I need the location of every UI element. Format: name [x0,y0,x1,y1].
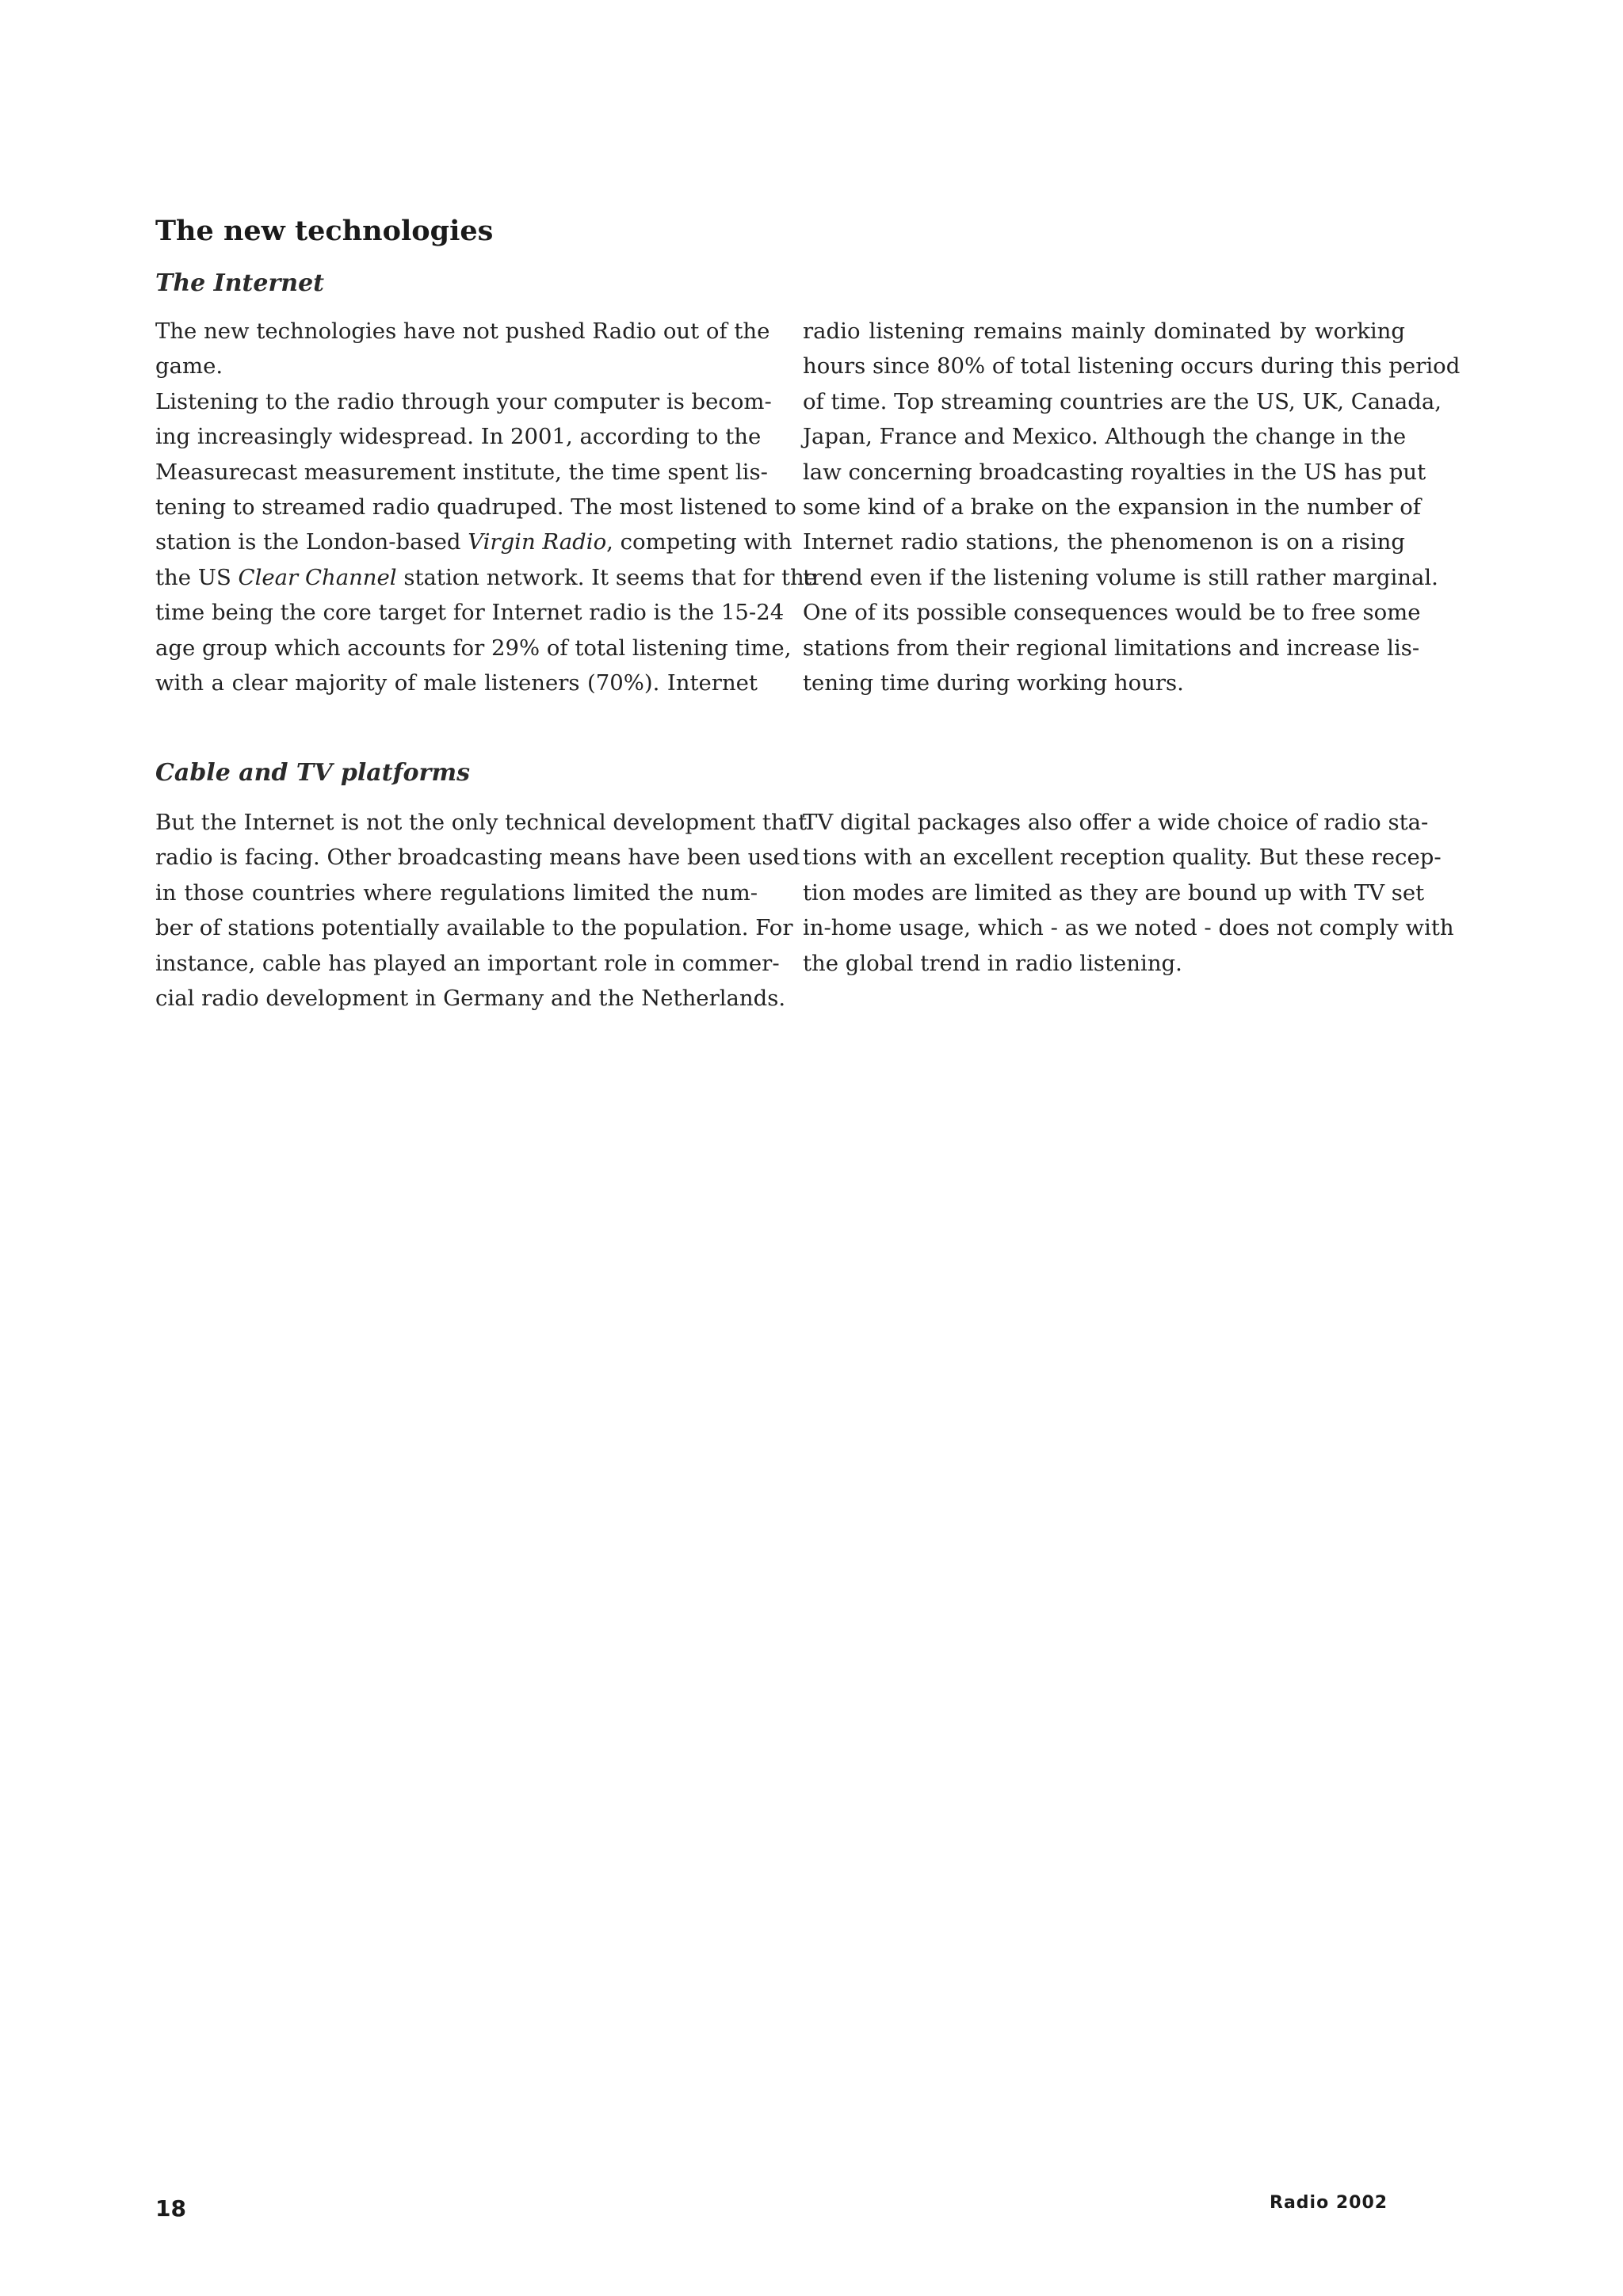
text-run: station is the London-based [155,529,468,555]
text-line: instance, cable has played an important role in commer- [155,950,780,976]
page-number: 18 [155,2195,186,2222]
text-line: Listening to the radio through your computer is becom- [155,388,772,414]
text-line: cial radio development in Germany and the Netherlands. [155,985,786,1011]
text-line: in those countries where regulations limited the num- [155,879,758,906]
text-line: law concerning broadcasting royalties in the US has put [803,459,1426,485]
text-line: radio listening remains mainly dominated by working [803,318,1405,344]
cable-heading: Cable and TV platforms [155,759,470,787]
text-line: of time. Top streaming countries are the US, UK, Canada, [803,388,1442,414]
text-line: ber of stations potentially available to the population. For [155,915,793,941]
text-run: station network. It seems that for the [396,564,818,590]
text-line: time being the core target for Internet radio is the 15-24 [155,600,785,626]
cable-right-column [803,805,1454,981]
text-line: the global trend in radio listening. [803,950,1182,976]
text-line: tion modes are limited as they are bound up with TV set [803,879,1425,906]
text-line: tening to streamed radio quadruped. The most listened to [155,494,796,520]
text-line [155,560,818,595]
text-run: the US [155,564,239,590]
italic-name: Clear Channel [238,564,397,590]
internet-right-column [803,314,1461,700]
internet-left-column [155,314,818,700]
text-line: tening time during working hours. [803,669,1184,696]
text-line: ing increasingly widespread. In 2001, according to the [155,424,762,450]
internet-heading: The Internet [155,269,325,297]
text-line: in-home usage, which - as we noted - does not comply with [803,915,1454,941]
text-line: Measurecast measurement institute, the time spent lis- [155,459,768,485]
publication-title: Radio 2002 [1270,2193,1388,2213]
section-title: The new technologies [155,215,494,247]
text-line: The new technologies have not pushed Radio out of the [155,318,770,344]
text-line: stations from their regional limitations and increase lis- [803,635,1420,661]
text-line: Internet radio stations, the phenomenon is on a rising [803,529,1405,555]
text-run: , competing with [606,529,792,555]
text-line [155,524,792,559]
text-line: tions with an excellent reception quality. But these recep- [803,845,1442,871]
text-line: age group which accounts for 29% of total listening time, [155,635,792,661]
text-line: game. [155,353,223,379]
text-line: Japan, France and Mexico. Although the change in the [803,424,1407,450]
text-line: But the Internet is not the only technical development that [155,810,808,835]
text-line: TV digital packages also offer a wide choice of radio sta- [803,810,1429,835]
text-line: radio is facing. Other broadcasting means have been used [155,845,800,871]
text-line: some kind of a brake on the expansion in the number of [803,494,1421,520]
cable-left-column [155,805,808,1016]
text-line: with a clear majority of male listeners (70%). Internet [155,669,758,696]
italic-name: Virgin Radio [468,529,607,555]
text-line: trend even if the listening volume is still rather marginal. [803,564,1438,590]
text-line: hours since 80% of total listening occurs during this period [803,353,1461,379]
text-line: One of its possible consequences would be to free some [803,600,1421,626]
